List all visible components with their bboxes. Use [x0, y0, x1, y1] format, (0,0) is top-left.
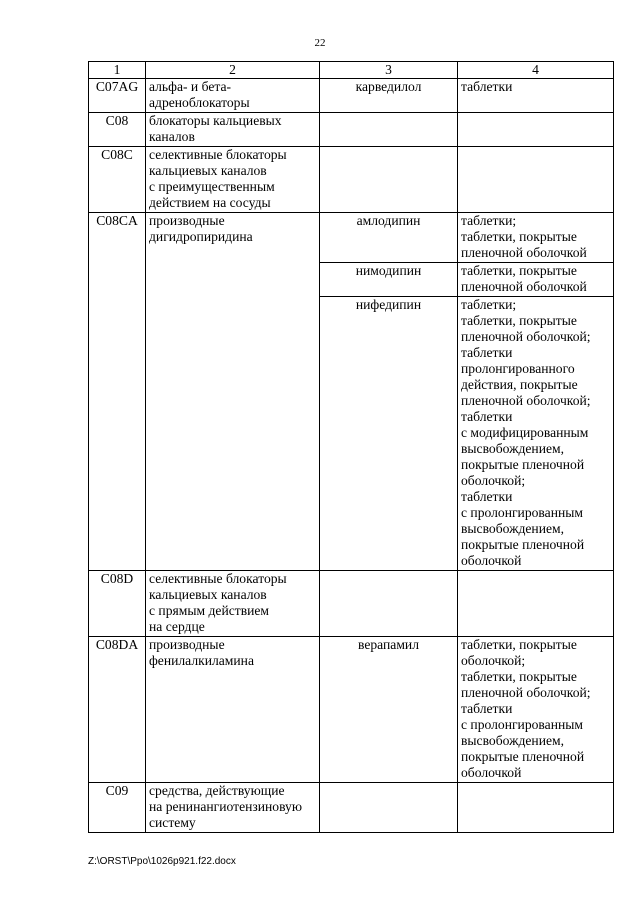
group-name-cell-text: производные фенилалкиламина	[149, 637, 254, 668]
atc-code-cell	[89, 783, 146, 833]
atc-code-cell	[89, 147, 146, 213]
atc-code-cell	[89, 213, 146, 571]
dosage-form-cell-text: таблетки, покрытые пленочной оболочкой	[461, 263, 587, 294]
drug-name-cell	[320, 263, 458, 297]
atc-code-cell-text: C09	[105, 783, 129, 798]
drug-name-cell-text: амлодипин	[356, 213, 421, 228]
group-name-cell	[146, 213, 320, 571]
drug-name-cell-text: нифедипин	[355, 297, 422, 312]
group-name-cell	[146, 147, 320, 213]
dosage-form-cell	[458, 637, 614, 783]
group-name-cell	[146, 637, 320, 783]
atc-code-cell-text: C08C	[101, 147, 133, 162]
drug-classification-table	[88, 61, 614, 833]
header-col-2: 2	[146, 62, 320, 79]
header-col-4: 4	[458, 62, 614, 79]
group-name-cell	[146, 571, 320, 637]
table-row	[89, 213, 614, 263]
dosage-form-cell-text: таблетки	[461, 79, 513, 94]
dosage-form-cell	[458, 783, 614, 833]
atc-code-cell-text: C08	[105, 113, 129, 128]
drug-name-cell	[320, 783, 458, 833]
drug-name-cell	[320, 113, 458, 147]
group-name-cell	[146, 783, 320, 833]
table-row	[89, 783, 614, 833]
drug-name-cell	[320, 79, 458, 113]
table-row	[89, 79, 614, 113]
dosage-form-cell	[458, 147, 614, 213]
atc-code-cell	[89, 79, 146, 113]
file-path-footer: Z:\ORST\Ppo\1026p921.f22.docx	[88, 856, 236, 867]
dosage-form-cell	[458, 297, 614, 571]
dosage-form-cell	[458, 79, 614, 113]
table-body	[89, 79, 614, 833]
table-row	[89, 571, 614, 637]
group-name-cell	[146, 79, 320, 113]
group-name-cell-text: альфа- и бета- адреноблокаторы	[149, 79, 250, 110]
dosage-form-cell	[458, 213, 614, 263]
drug-name-cell	[320, 297, 458, 571]
atc-code-cell-text: C07AG	[95, 79, 139, 94]
header-col-1: 1	[89, 62, 146, 79]
dosage-form-cell-text: таблетки; таблетки, покрытые пленочной оболочкой; таблетки пролонгированного действия, покрытые пленочной оболочкой; таблетки с модифицированным высвобождением, покрытые пленочной оболочкой; таблетки с пролонгированным высвобождением, покрытые пленочной оболочкой	[461, 297, 591, 568]
drug-name-cell	[320, 571, 458, 637]
header-row	[89, 62, 614, 79]
atc-code-cell	[89, 571, 146, 637]
page-number: 22	[314, 37, 326, 49]
drug-name-cell	[320, 147, 458, 213]
drug-name-cell	[320, 637, 458, 783]
atc-code-cell	[89, 113, 146, 147]
dosage-form-cell	[458, 113, 614, 147]
group-name-cell	[146, 113, 320, 147]
group-name-cell-text: селективные блокаторы кальциевых каналов с преимущественным действием на сосуды	[149, 147, 287, 210]
dosage-form-cell-text: таблетки; таблетки, покрытые пленочной оболочкой	[461, 213, 587, 260]
group-name-cell-text: блокаторы кальциевых каналов	[149, 113, 282, 144]
drug-name-cell-text: нимодипин	[355, 263, 422, 278]
table-row	[89, 113, 614, 147]
dosage-form-cell	[458, 263, 614, 297]
atc-code-cell	[89, 637, 146, 783]
group-name-cell-text: средства, действующие на ренинангиотензиновую систему	[149, 783, 303, 830]
drug-name-cell	[320, 213, 458, 263]
group-name-cell-text: производные дигидропиридина	[149, 213, 253, 244]
header-col-3: 3	[320, 62, 458, 79]
drug-name-cell-text: верапамил	[358, 637, 419, 652]
table-row	[89, 147, 614, 213]
atc-code-cell-text: C08DA	[95, 637, 139, 652]
dosage-form-cell	[458, 571, 614, 637]
dosage-form-cell-text: таблетки, покрытые оболочкой; таблетки, покрытые пленочной оболочкой; таблетки с пролонгированным высвобождением, покрытые пленочной оболочкой	[461, 637, 591, 780]
atc-code-cell-text: C08CA	[96, 213, 138, 228]
drug-name-cell-text: карведилол	[355, 79, 422, 94]
table-row	[89, 637, 614, 783]
group-name-cell-text: селективные блокаторы кальциевых каналов с прямым действием на сердце	[149, 571, 287, 634]
atc-code-cell-text: C08D	[100, 571, 134, 586]
